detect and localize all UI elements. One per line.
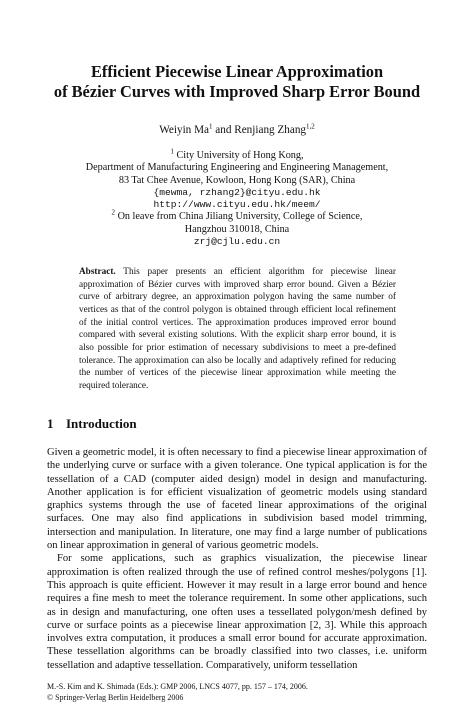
paragraph: For some applications, such as graphics visualization, the piecewise linear approximation is often realized through the use of refined control meshes/polygons [1]. This approach is quite efficient. However it may result in a large error bound and hence requires a fine mesh to meet the tolerance requirement. In some other applications, such as in design and manufacturing, one often uses a tessellated polygon/mesh defined by curve or surface points as a piecewise linear approximation [2, 3]. While this approach involves extra computation, it produces a small error bound for accurate approximation. These tessellation algorithms can be broadly classified into two classes, i.e. uniform tessellation and adaptive tessellation. Comparatively, uniform tessellation: [47, 553, 427, 671]
body-text: [47, 446, 427, 672]
author-name: Weiyin Ma: [159, 124, 209, 136]
author-email[interactable]: {mewma, rzhang2}@cityu.edu.hk: [153, 186, 321, 198]
footer-citation: [47, 682, 427, 703]
affiliations: [40, 147, 434, 248]
author-affil-mark: 1: [208, 122, 213, 131]
affiliation-line: Hangzhou 310018, China: [184, 223, 290, 235]
author-name: Renjiang Zhang: [234, 124, 307, 136]
affiliation-line: $^2$ On leave from China Jiliang University, College of Science,: [111, 209, 363, 223]
section-number: 1: [47, 416, 54, 431]
paper-title: [40, 62, 434, 102]
paragraph: Given a geometric model, it is often necessary to find a piecewise linear approximation of the underlying curve or surface with a given tolerance. One typical application is for the tessellation of a CAD (computer aided design) model in design and manufacturing. Another application is for efficient visualization of geometric models using standard graphics systems through the use of faceted linear approximations of the original surfaces. One may also find applications in subdivision based model trimming, intersection and manipulation. In literature, one may find a large number of publications on linear approximation in general of various geometric models.: [47, 447, 427, 552]
footer-line: M.-S. Kim and K. Shimada (Eds.): GMP 2006, LNCS 4077, pp. 157 – 174, 2006.: [47, 682, 308, 691]
affiliation-line: Department of Manufacturing Engineering and Engineering Management,: [85, 162, 389, 174]
affil-mark: 1: [170, 147, 174, 156]
title-line-1: Efficient Piecewise Linear Approximation: [90, 62, 384, 81]
author-conjunction: and: [212, 124, 235, 136]
affiliation-url[interactable]: http://www.cityu.edu.hk/meem/: [153, 199, 321, 211]
author-email[interactable]: zrj@cjlu.edu.cn: [193, 236, 281, 248]
abstract-label: Abstract.: [79, 267, 116, 277]
section-title: Introduction: [66, 416, 137, 431]
affil-mark: 2: [111, 209, 116, 218]
abstract-text: This paper presents an efficient algorithm for piecewise linear approximation of Bézier curves with improved sharp error bound. Given a Bézier curve of arbitrary degree, an approximation polygon having the same number of vertices as that of the control polygon is obtained through efficient local refinement of the initial control vertices. The approximation produces improved error bound compared with several existing solutions. With the explicit sharp error bound, it is also possible for prior estimation of necessary subdivisions to meet a pre-defined tolerance. The approximation can also be locally and adaptively refined for reducing the number of vertices of the piecewise linear approximation while meeting the required tolerance.: [79, 267, 396, 391]
copyright-line: © Springer-Verlag Berlin Heidelberg 2006: [47, 692, 184, 702]
abstract: [79, 266, 396, 393]
author-affil-mark: 1,2: [306, 122, 315, 131]
author-list: [40, 123, 434, 137]
title-line-2: of Bézier Curves with Improved Sharp Error Bound: [53, 82, 421, 101]
affiliation-line: 83 Tat Chee Avenue, Kowloon, Hong Kong (SAR), China: [118, 174, 356, 186]
section-heading: [47, 416, 137, 432]
affiliation-line: $^1$ City University of Hong Kong,: [170, 147, 304, 161]
